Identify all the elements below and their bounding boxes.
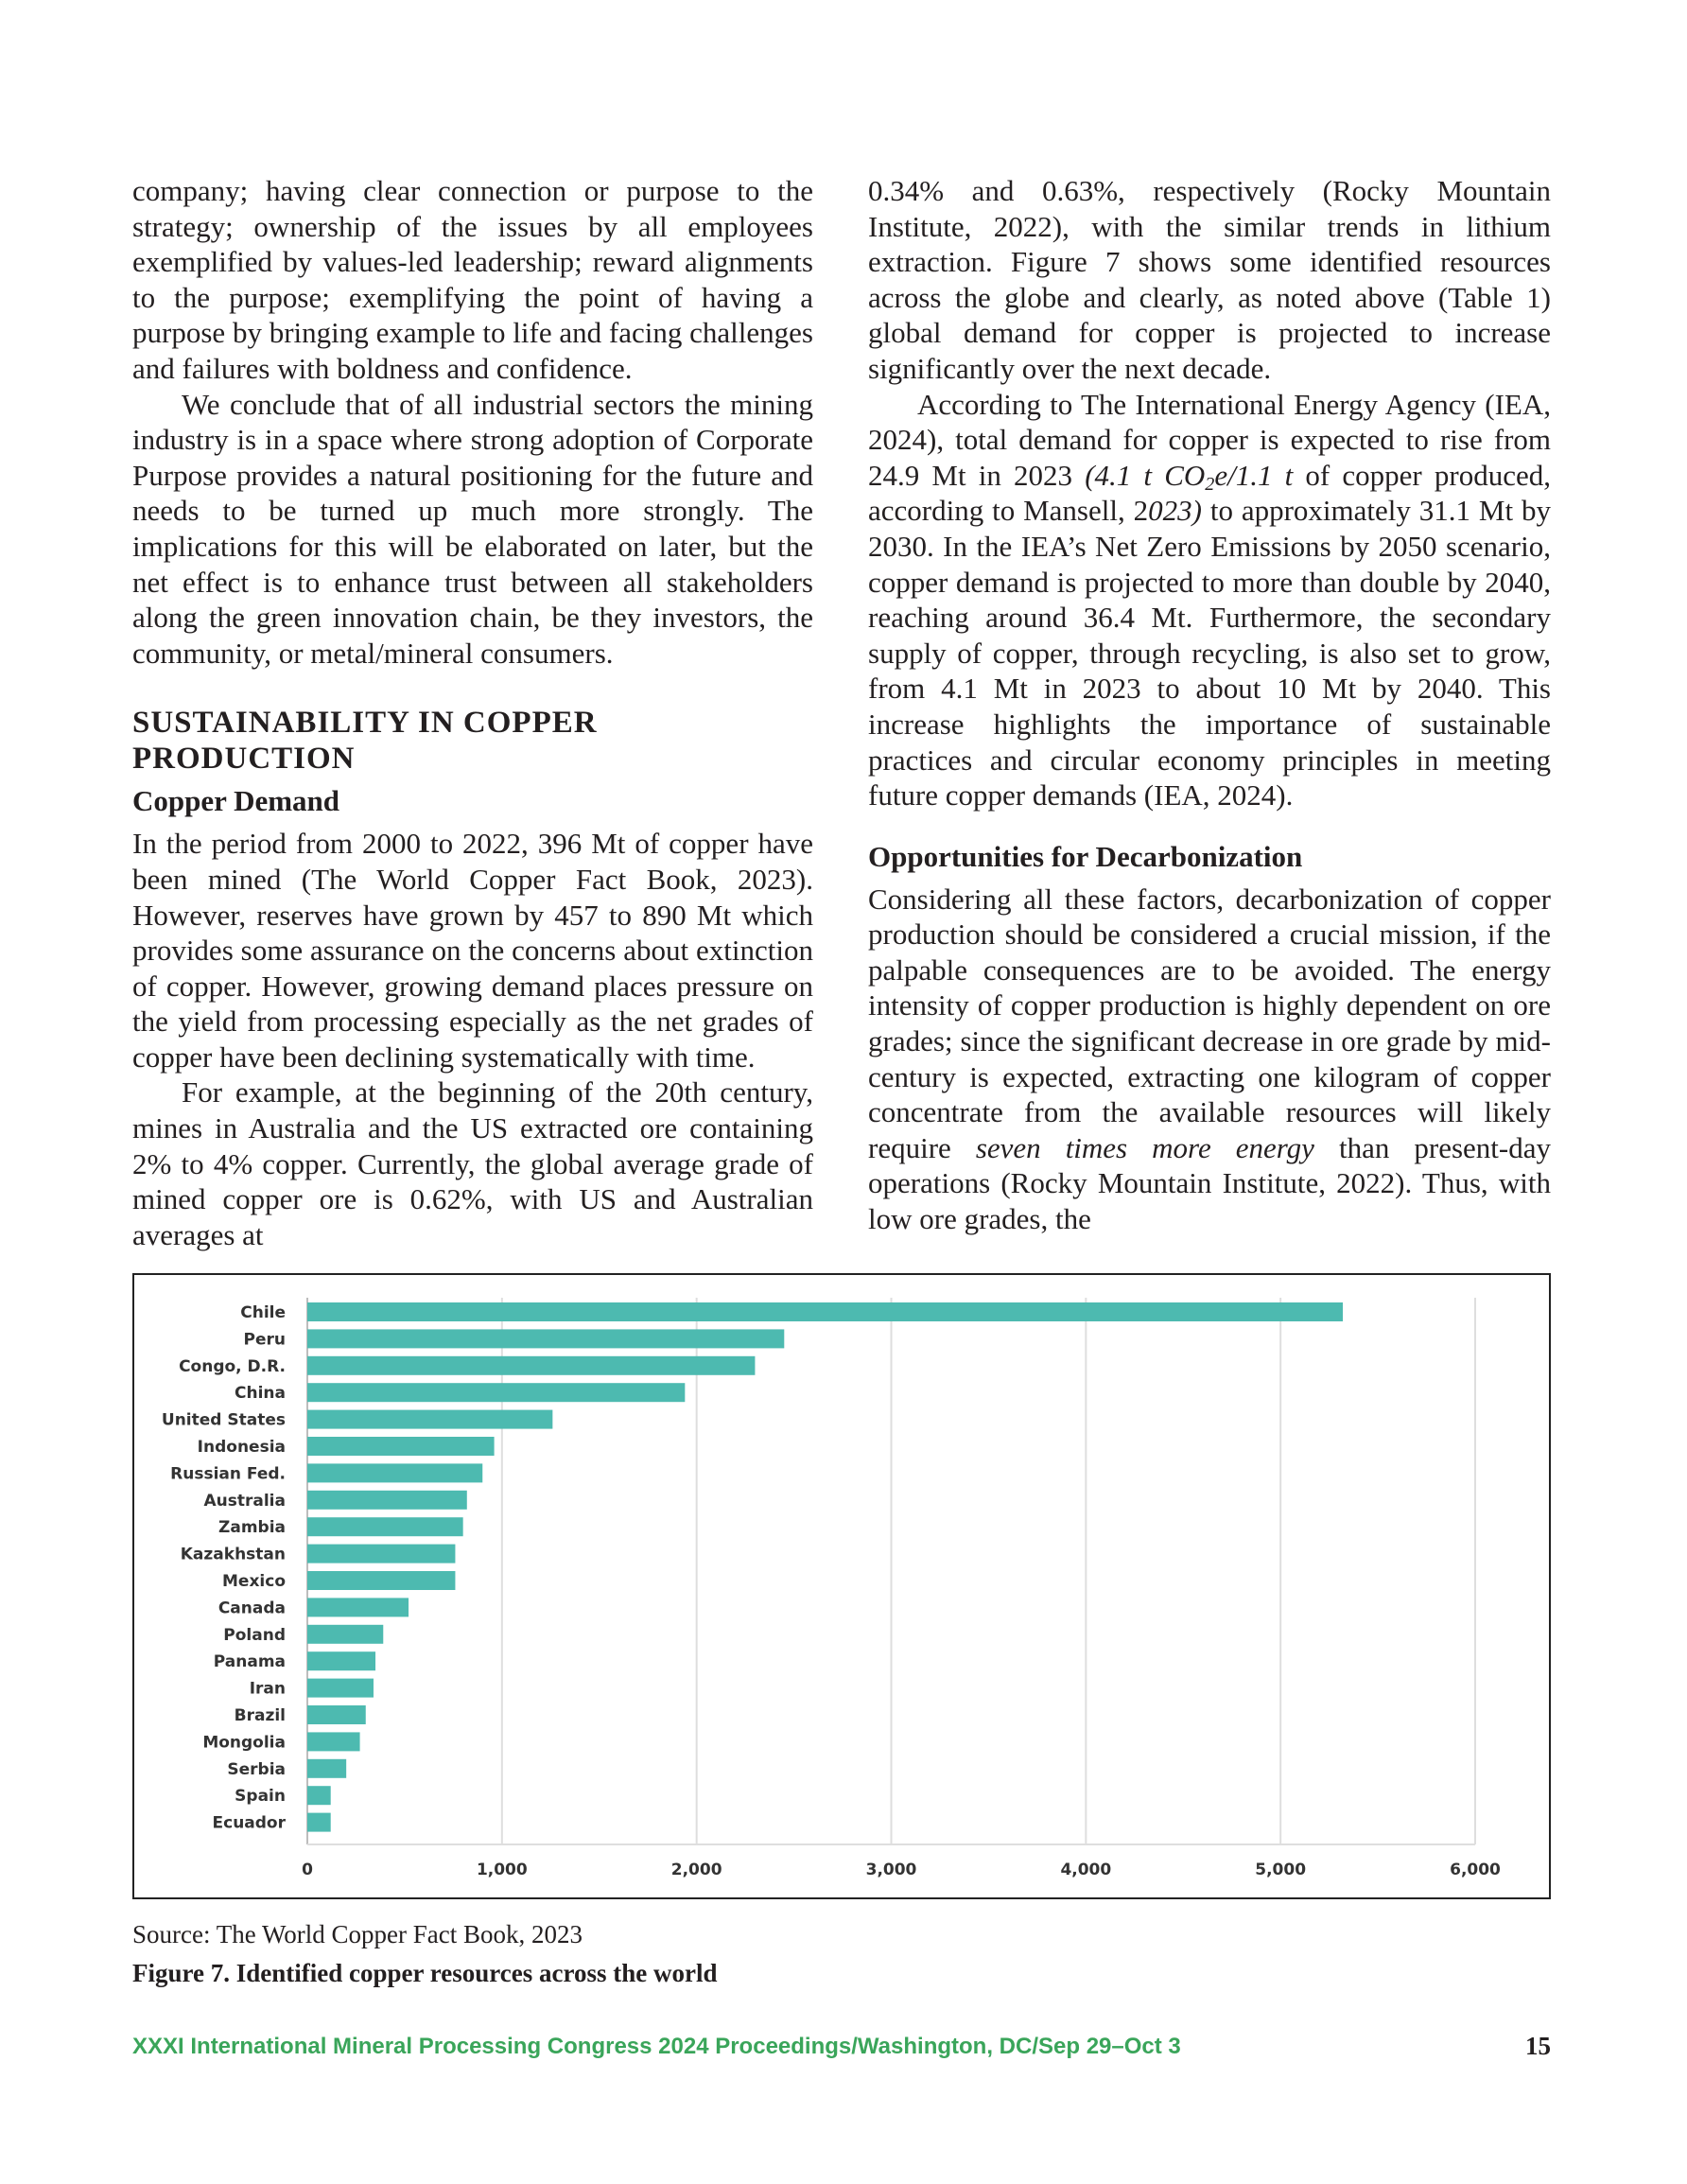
bar [307, 1813, 331, 1832]
category-label: Zambia [218, 1518, 286, 1538]
paragraph: company; having clear connection or purpose to the strategy; ownership of the issues by all employees exemplified by values-led leadership; reward alignments to the purpose; exemplifying the point of having a purpose by bringing example to life and facing challenges and failures with boldness and confidence. [132, 174, 813, 385]
paragraph: We conclude that of all industrial sectors the mining industry is in a space where strong adoption of Corporate Purpose provides a natural positioning for the future and needs to be turned up much more strongly. The implications for this will be elaborated on later, but the net effect is to enhance trust between all stakeholders along the green innovation chain, be they investors, the community, or metal/mineral consumers. [132, 387, 813, 670]
category-label: Chile [240, 1303, 286, 1322]
x-tick-label: 3,000 [865, 1861, 917, 1879]
figure-caption: Figure 7. Identified copper resources across the world [132, 1959, 718, 1987]
text-run: e/1.1 t [1214, 458, 1294, 492]
bar [307, 1517, 463, 1536]
x-tick-label: 5,000 [1255, 1861, 1307, 1879]
category-label: Kazakhstan [180, 1545, 286, 1564]
category-label: Mexico [222, 1572, 286, 1591]
x-tick-label: 6,000 [1450, 1861, 1501, 1879]
x-tick-label: 1,000 [476, 1861, 528, 1879]
page-number: 15 [1525, 2032, 1551, 2060]
bar-chart [134, 1275, 1549, 1897]
category-label: Indonesia [197, 1438, 286, 1457]
category-label: Panama [213, 1652, 286, 1672]
bar [307, 1732, 360, 1751]
category-label: China [235, 1384, 286, 1404]
text-run: (4.1 t CO [1085, 458, 1206, 492]
category-label: Russian Fed. [170, 1464, 286, 1484]
figure-7-chart [132, 1273, 1551, 1899]
category-label: Ecuador [212, 1813, 286, 1833]
text-run: than present-day operations (Rocky Mountain Institute, 2022). Thus, with low ore grades, the [868, 1130, 1551, 1236]
bar [307, 1383, 685, 1402]
bar [307, 1437, 495, 1456]
bar [307, 1571, 455, 1590]
right-column [868, 173, 1551, 1237]
bar [307, 1329, 784, 1348]
bar [307, 1356, 755, 1375]
text-run: Considering all these factors, decarbonization of copper production should be considered a crucial mission, if the palpable consequences are to be avoided. The energy intensity of copper production is highly dependent on ore grades; since the significant decrease in ore grade by mid-century is expected, extracting one kilogram of copper concentrate from the available resources will likely require [868, 882, 1551, 1164]
bar [307, 1705, 366, 1724]
paragraph [868, 387, 1551, 813]
bar [307, 1759, 346, 1778]
category-label: Peru [243, 1330, 286, 1350]
bar [307, 1786, 331, 1805]
category-label: Brazil [234, 1706, 286, 1725]
footer-text: XXXI International Mineral Processing Congress 2024 Proceedings/Washington, DC/Sep 29–Oct 3 [132, 2034, 1181, 2059]
bar [307, 1463, 482, 1482]
bar [307, 1651, 375, 1670]
text-run: to approximately 31.1 Mt by 2030. In the IEA’s Net Zero Emissions by 2050 scenario, copper demand is projected to more than double by 2040, reaching around 36.4 Mt. Furthermore, the secondary supply of copper, through recycling, is also set to grow, from 4.1 Mt in 2023 to about 10 Mt by 2040. This increase highlights the importance of sustainable practices and circular economy principles in meeting future copper demands (IEA, 2024). [868, 494, 1551, 812]
bar [307, 1625, 383, 1644]
category-label: Serbia [227, 1759, 286, 1779]
bar [307, 1679, 374, 1698]
left-column [132, 173, 813, 1252]
subheading-decarbonization: Opportunities for Decarbonization [868, 839, 1303, 873]
category-label: Australia [203, 1491, 286, 1511]
paragraph: 0.34% and 0.63%, respectively (Rocky Mountain Institute, 2022), with the similar trends in lithium extraction. Figure 7 shows some identified resources across the globe and clearly, as noted above (Table 1) global demand for copper is projected to increase significantly over the next decade. [868, 174, 1551, 385]
category-label: Congo, D.R. [179, 1356, 286, 1376]
x-tick-label: 0 [302, 1861, 313, 1879]
bar [307, 1545, 455, 1564]
text-run: seven times more energy [975, 1130, 1314, 1164]
category-label: Canada [217, 1599, 286, 1618]
bar [307, 1598, 409, 1616]
x-tick-label: 2,000 [670, 1861, 722, 1879]
category-label: Spain [235, 1787, 286, 1807]
x-tick-label: 4,000 [1060, 1861, 1112, 1879]
subheading-copper-demand: Copper Demand [132, 784, 340, 818]
subscript: 2 [1205, 473, 1215, 495]
section-heading: SUSTAINABILITY IN COPPER PRODUCTION [132, 706, 598, 777]
text-run: 023) [1148, 494, 1202, 528]
category-label: United States [161, 1410, 286, 1430]
category-label: Poland [223, 1625, 286, 1645]
category-label: Mongolia [202, 1733, 286, 1753]
text-run: of copper produced, according to Mansell, 2 [868, 458, 1551, 528]
paragraph: In the period from 2000 to 2022, 396 Mt of copper have been mined (The World Copper Fact Book, 2023). However, reserves have grown by 457 to 890 Mt which provides some assurance on the concerns about extinction of copper. However, growing demand places pressure on the yield from processing especially as the net grades of copper have been declining systematically with time. [132, 827, 813, 1074]
paragraph [868, 882, 1551, 1237]
category-label: Iran [249, 1679, 286, 1699]
figure-source: Source: The World Copper Fact Book, 2023 [132, 1920, 583, 1948]
bar [307, 1410, 552, 1429]
paragraph: For example, at the beginning of the 20th century, mines in Australia and the US extracted ore containing 2% to 4% copper. Currently, the global average grade of mined copper ore is 0.62%, with US and Australian averages at [132, 1075, 813, 1251]
text-run: According to The International Energy Agency (IEA, 2024), total demand for copper is expected to rise from 24.9 Mt in 2023 [868, 387, 1551, 492]
bar [307, 1302, 1343, 1321]
bar [307, 1491, 467, 1510]
